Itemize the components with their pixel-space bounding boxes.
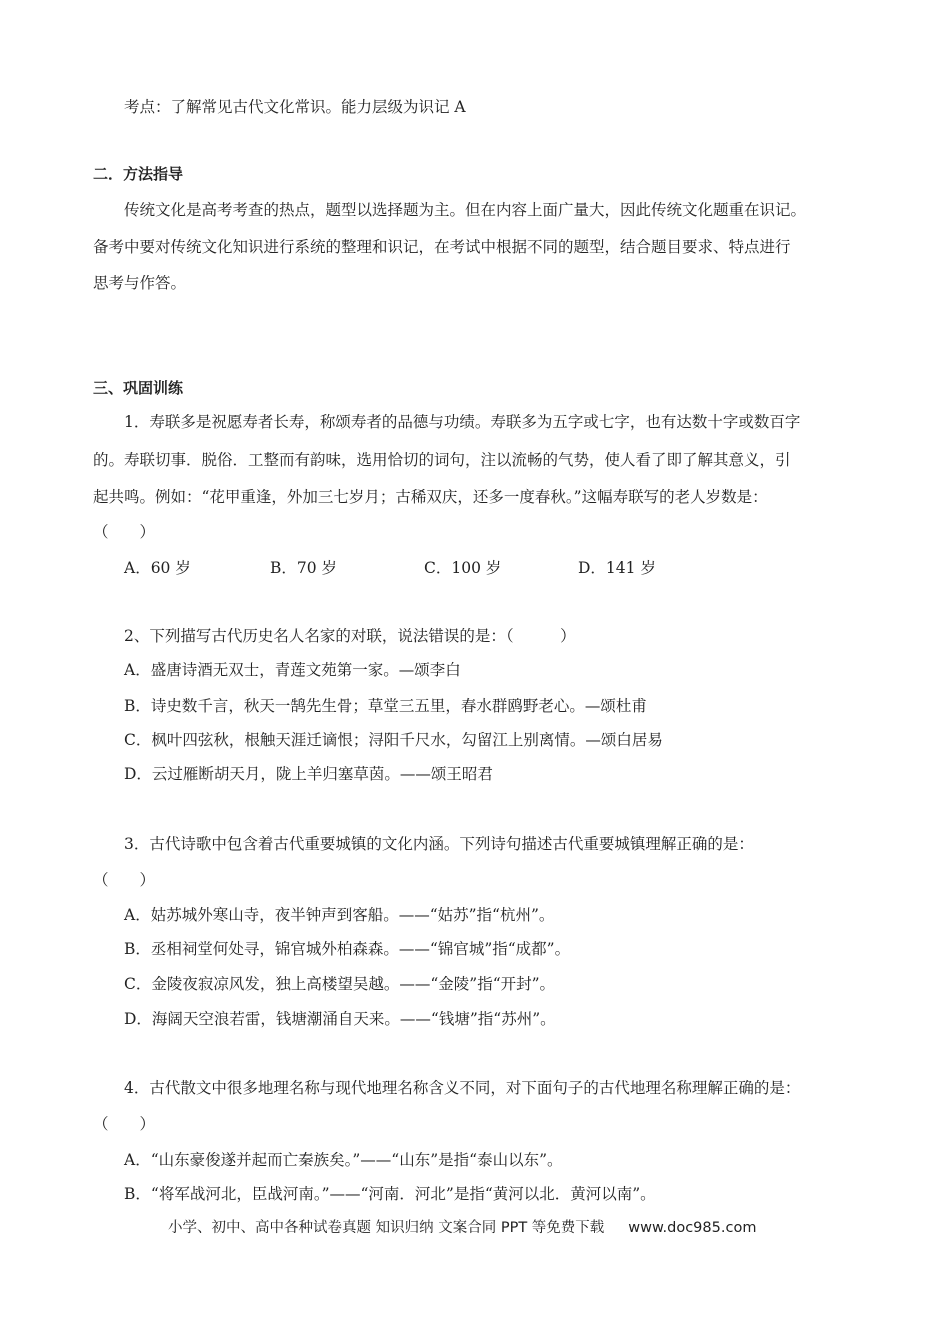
- footer-text: 小学、初中、高中各种试卷真题 知识归纳 文案合同 PPT 等免费下载: [168, 1220, 605, 1236]
- kaodian-line: 考点：了解常见古代文化常识。能力层级为识记 A: [124, 98, 466, 116]
- q4-line-2: （ ）: [93, 1115, 156, 1133]
- q1-line-4: （ ）: [93, 523, 156, 541]
- footer-url[interactable]: www.doc985.com: [628, 1220, 757, 1236]
- q1-line-1: 1．寿联多是祝愿寿者长寿，称颂寿者的品德与功绩。寿联多为五字或七字，也有达数十字或数百字: [124, 413, 801, 431]
- section2-line-3: 思考与作答。: [93, 274, 187, 292]
- q1-option-a: A．60 岁: [124, 559, 191, 577]
- q4-option-b: B．“将军战河北，臣战河南。”——“河南．河北”是指“黄河以北．黄河以南”。: [124, 1185, 656, 1203]
- q1-option-b: B．70 岁: [270, 559, 338, 577]
- q3-option-a: A．姑苏城外寒山寺，夜半钟声到客船。——“姑苏”指“杭州”。: [124, 906, 555, 924]
- q1-line-3: 起共鸣。例如：“花甲重逢，外加三七岁月；古稀双庆，还多一度春秋。”这幅寿联写的老人岁数是：: [93, 488, 768, 506]
- q3-line-2: （ ）: [93, 871, 156, 889]
- page-footer: [168, 1216, 756, 1237]
- section3-heading: 三、巩固训练: [93, 379, 184, 397]
- q1-option-d: D．141 岁: [578, 559, 656, 577]
- q1-option-c: C．100 岁: [424, 559, 502, 577]
- q1-line-2: 的。寿联切事．脱俗．工整而有韵味，选用恰切的词句，注以流畅的气势，使人看了即了解其意义，引: [93, 451, 791, 469]
- q4-line-1: 4．古代散文中很多地理名称与现代地理名称含义不同，对下面句子的古代地理名称理解正确的是：: [124, 1079, 801, 1097]
- q2-option-d: D．云过雁断胡天月，陇上羊归塞草茵。——颂王昭君: [124, 765, 493, 783]
- q2-stem: 2、下列描写古代历史名人名家的对联，说法错误的是：（ ）: [124, 627, 576, 645]
- q3-option-d: D．海阔天空浪若雷，钱塘潮涌自天来。——“钱塘”指“苏州”。: [124, 1010, 556, 1028]
- q3-line-1: 3．古代诗歌中包含着古代重要城镇的文化内涵。下列诗句描述古代重要城镇理解正确的是：: [124, 835, 754, 853]
- q2-option-b: B．诗史数千言，秋天一鹄先生骨；草堂三五里，春水群鸥野老心。—颂杜甫: [124, 697, 647, 715]
- q2-option-c: C．枫叶四弦秋，根触天涯迁谪恨；浔阳千尺水，勾留江上别离情。—颂白居易: [124, 731, 663, 749]
- section2-line-1: 传统文化是高考考查的热点，题型以选择题为主。但在内容上面广量大，因此传统文化题重在识记。: [124, 201, 807, 219]
- q3-option-b: B．丞相祠堂何处寻，锦官城外柏森森。——“锦官城”指“成都”。: [124, 940, 571, 958]
- q4-option-a: A．“山东豪俊遂并起而亡秦族矣。”——“山东”是指“泰山以东”。: [124, 1151, 563, 1169]
- q2-option-a: A．盛唐诗酒无双士，青莲文苑第一家。—颂李白: [124, 661, 461, 679]
- section2-line-2: 备考中要对传统文化知识进行系统的整理和识记，在考试中根据不同的题型，结合题目要求、特点进行: [93, 238, 791, 256]
- q3-option-c: C．金陵夜寂凉风发，独上高楼望吴越。——“金陵”指“开封”。: [124, 975, 556, 993]
- section2-heading: 二．方法指导: [93, 165, 184, 183]
